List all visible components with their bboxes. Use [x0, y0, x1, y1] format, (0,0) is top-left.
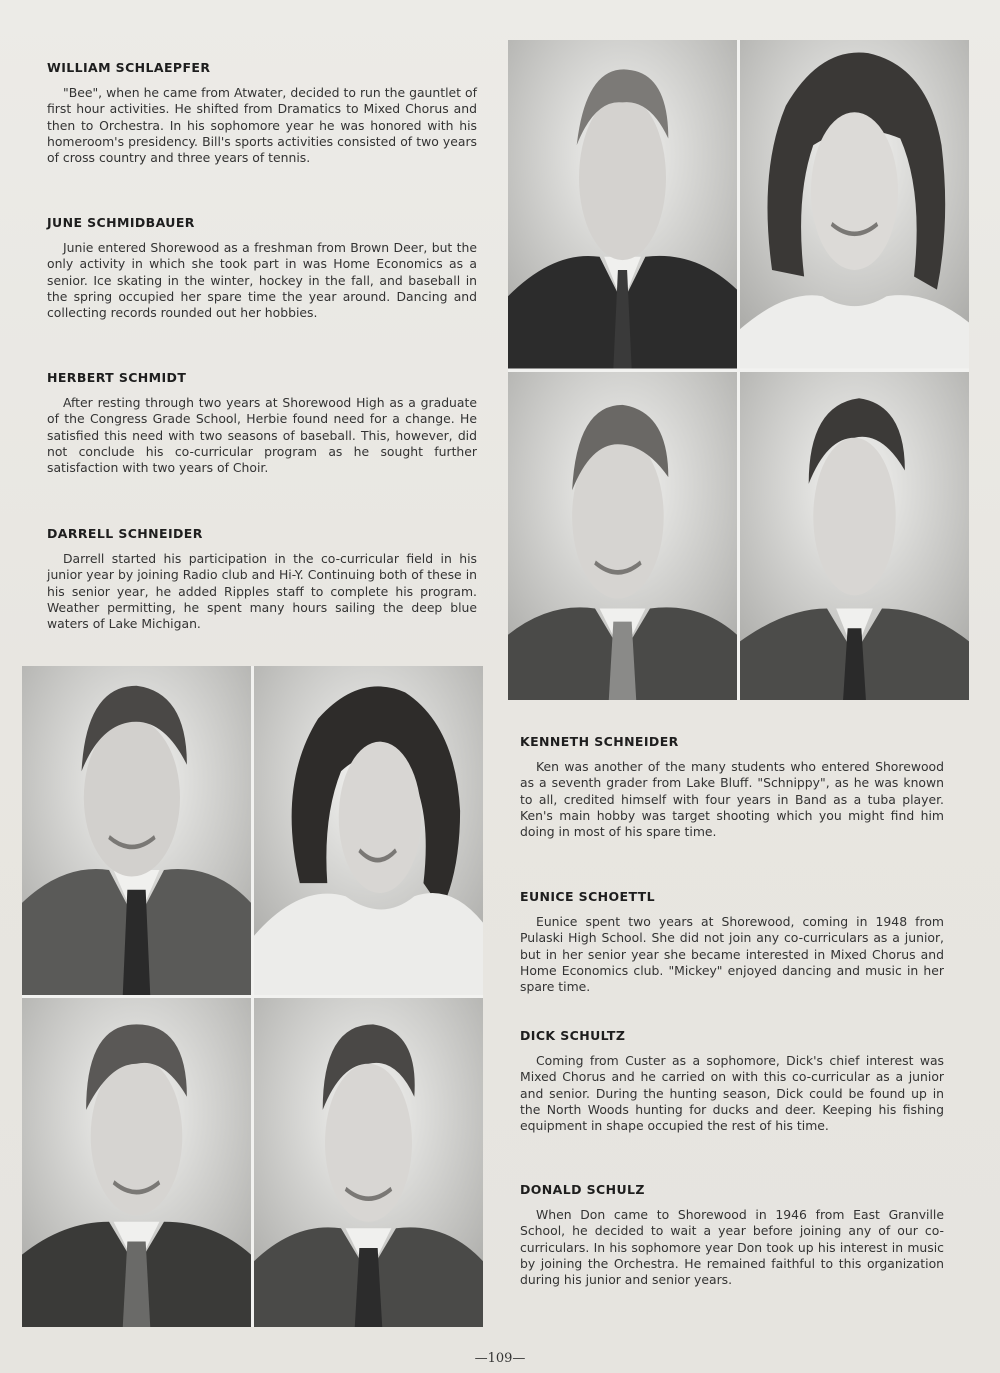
bio-text: When Don came to Shorewood in 1946 from East Granville School, he decided to wait a year before joining any of our co-curriculars. In his sophomore year Don took up his interest in music by joining the Orchestra. He remained faithful to this organization during his junior and senior years.	[520, 1207, 944, 1288]
bio-kenneth-schneider	[520, 734, 944, 840]
portrait-photo	[254, 998, 483, 1327]
bio-darrell-schneider	[47, 526, 477, 632]
bio-name: KENNETH SCHNEIDER	[520, 734, 679, 749]
bio-name: EUNICE SCHOETTL	[520, 889, 655, 904]
bio-text: Junie entered Shorewood as a freshman from Brown Deer, but the only activity in which she took part in was Home Economics as a senior. Ice skating in the winter, hockey in the fall, and baseball in the spring occupied her spare time the year around. Dancing and collecting records rounded out her hobbies.	[47, 240, 477, 321]
portrait-photo	[740, 40, 969, 369]
bio-text: After resting through two years at Shorewood High as a graduate of the Congress Grade School, Herbie found need for a change. He satisfied this need with two seasons of baseball. This, however, did not conclude his co-curricular program as he sought further satisfaction with two years of Choir.	[47, 395, 477, 476]
portrait-photo	[740, 372, 969, 701]
bio-name: DICK SCHULTZ	[520, 1028, 626, 1043]
portrait-photo	[22, 998, 251, 1327]
bio-herbert-schmidt	[47, 370, 477, 476]
portrait-photo	[22, 666, 251, 995]
bio-text: "Bee", when he came from Atwater, decided to run the gauntlet of first hour activities. He shifted from Dramatics to Mixed Chorus and then to Orchestra. In his sophomore year he was honored with his homeroom's presidency. Bill's sports activities consisted of two years of cross country and three years of tennis.	[47, 85, 477, 166]
bio-text: Darrell started his participation in the co-curricular field in his junior year by joining Radio club and Hi-Y. Continuing both of these in his senior year, he added Ripples staff to complete his program. Weather permitting, he spent many hours sailing the deep blue waters of Lake Michigan.	[47, 551, 477, 632]
bio-name: JUNE SCHMIDBAUER	[47, 215, 195, 230]
photo-grid-bottom-left	[22, 666, 483, 1327]
bio-name: HERBERT SCHMIDT	[47, 370, 187, 385]
bio-text: Coming from Custer as a sophomore, Dick's chief interest was Mixed Chorus and he carried on with this co-curricular as a junior and senior. During the hunting season, Dick could be found up in the North Woods hunting for ducks and deer. Keeping his fishing equipment in shape occupied the rest of his time.	[520, 1053, 944, 1134]
portrait-photo	[508, 40, 737, 369]
bio-name: DONALD SCHULZ	[520, 1182, 645, 1197]
bio-text: Ken was another of the many students who entered Shorewood as a seventh grader from Lake Bluff. "Schnippy", as he was known to all, credited himself with four years in Band as a tuba player. Ken's main hobby was target shooting which you might find him doing in most of his spare time.	[520, 759, 944, 840]
photo-grid-top-right	[508, 40, 969, 700]
bio-donald-schulz	[520, 1182, 944, 1288]
bio-william-schlaepfer	[47, 60, 477, 166]
portrait-photo	[254, 666, 483, 995]
bio-eunice-schoettl	[520, 889, 944, 995]
bio-june-schmidbauer	[47, 215, 477, 321]
bio-dick-schultz	[520, 1028, 944, 1134]
bio-name: WILLIAM SCHLAEPFER	[47, 60, 211, 75]
portrait-photo	[508, 372, 737, 701]
page-number: —109—	[474, 1351, 526, 1366]
bio-text: Eunice spent two years at Shorewood, coming in 1948 from Pulaski High School. She did not join any co-curriculars as a junior, but in her senior year she became interested in Mixed Chorus and Home Economics club. "Mickey" enjoyed dancing and music in her spare time.	[520, 914, 944, 995]
bio-name: DARRELL SCHNEIDER	[47, 526, 203, 541]
